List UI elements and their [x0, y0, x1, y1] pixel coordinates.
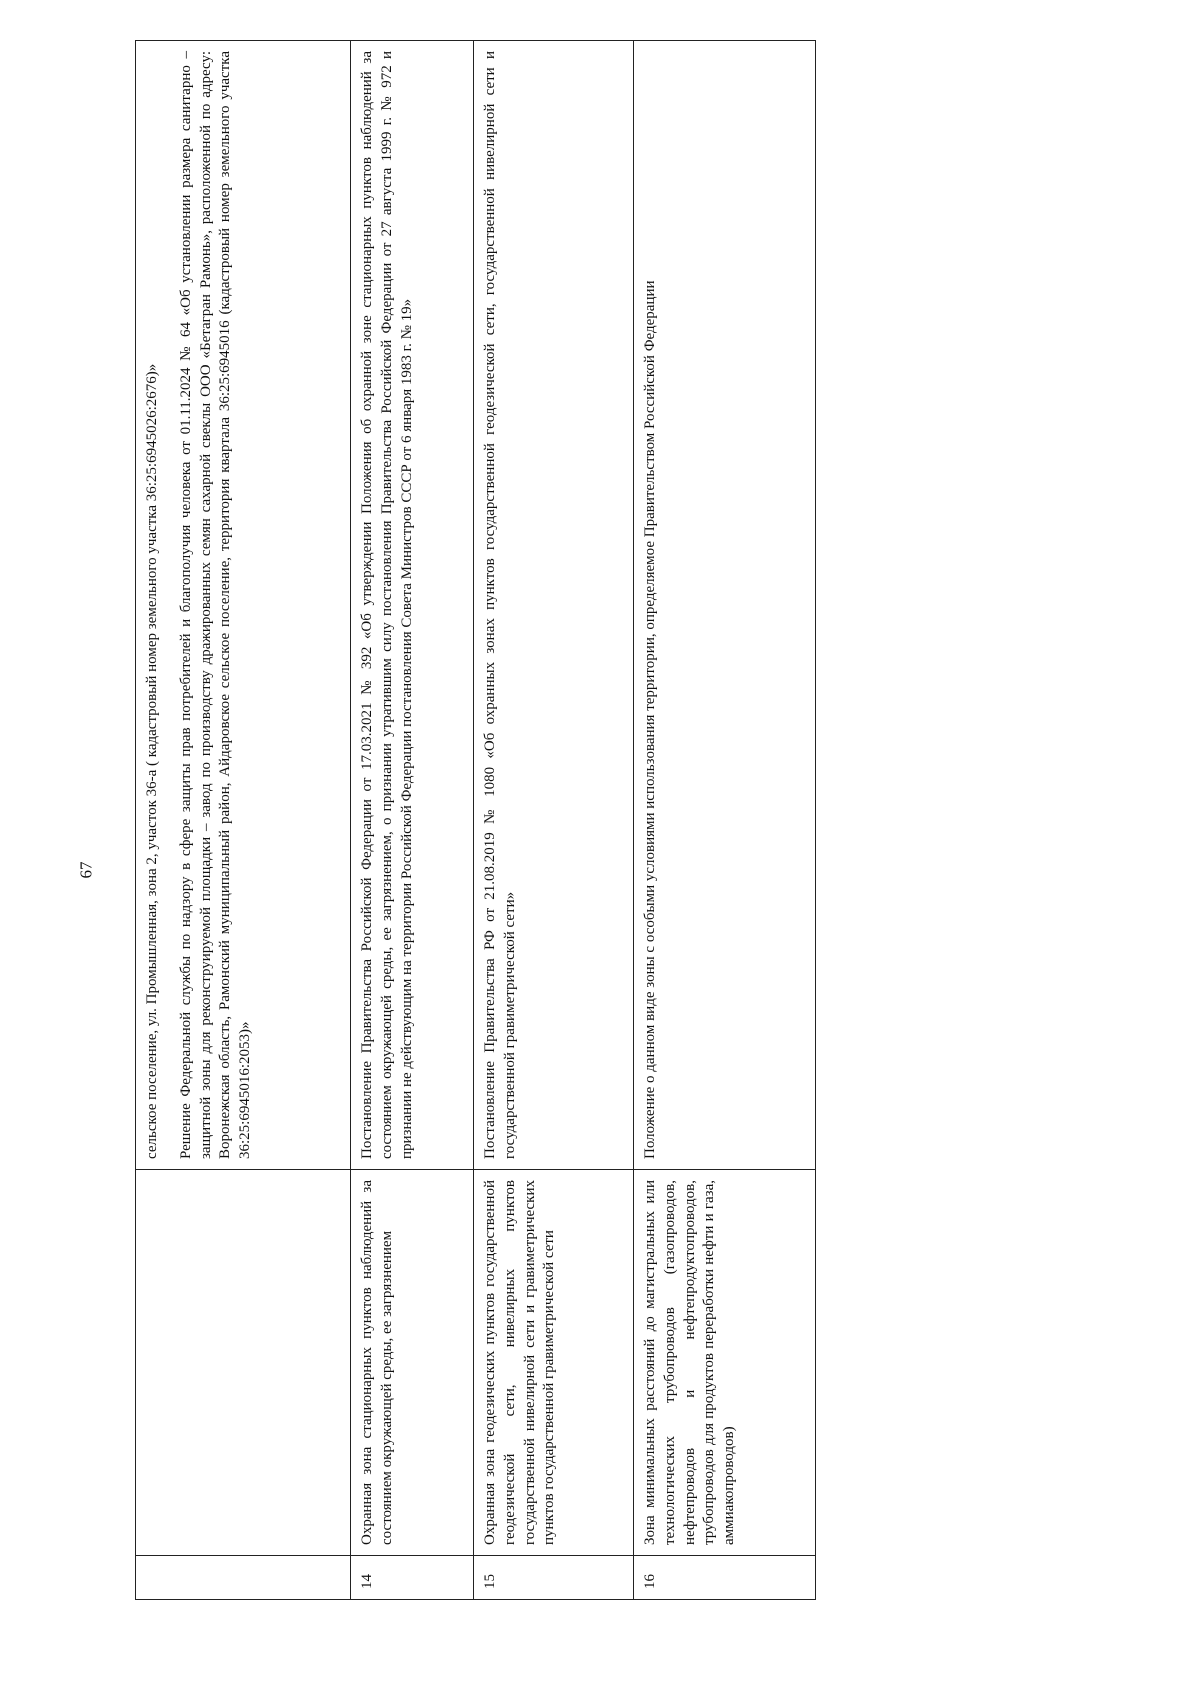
- document-cell: [136, 41, 351, 1170]
- zone-name-cell: Охранная зона геодезических пунктов государственной геодезической сети, нивелирных пунктов государственной нивелирной сети и гравиметрических пунктов государственной гравиметрической сети: [474, 1170, 634, 1556]
- row-number-cell: 14: [351, 1556, 474, 1600]
- zones-table: [135, 40, 816, 1600]
- table-row: [351, 41, 474, 1600]
- document-cell: [351, 41, 474, 1170]
- document-cell: [474, 41, 634, 1170]
- row-number-cell: [136, 1556, 351, 1600]
- row-number-cell: 15: [474, 1556, 634, 1600]
- document-paragraph: Постановление Правительства РФ от 21.08.2019 № 1080 «Об охранных зонах пунктов государственной геодезической сети, государственной нивелирной сети и государственной гравиметрической сети»: [482, 51, 518, 1159]
- zone-name-cell: Зона минимальных расстояний до магистральных или технологических трубопроводов (газопроводов, нефтепроводов и нефтепродуктопроводов, трубопроводов для продуктов переработки нефти и газа, аммиакопроводов): [634, 1170, 816, 1556]
- zone-name-cell: Охранная зона стационарных пунктов наблюдений за состоянием окружающей среды, ее загрязнением: [351, 1170, 474, 1556]
- document-paragraph: сельское поселение, ул. Промышленная, зона 2, участок 36-а ( кадастровый номер земельного участка 36:25:6945026:2676)»: [144, 363, 160, 1159]
- document-paragraph: Постановление Правительства Российской Федерации от 17.03.2021 № 392 «Об утверждении Положения об охранной зоне стационарных пунктов наблюдений за состоянием окружающей среды, ее загрязнением, о признании утратившим силу постановления Правительства Российской Федерации от 27 августа 1999 г. № 972 и признании не действующим на территории Российской Федерации постановления Совета Министров СССР от 6 января 1983 г. № 19»: [359, 51, 415, 1159]
- rotated-table-container: [135, 40, 815, 1600]
- table-row: [474, 41, 634, 1600]
- table-row: [634, 41, 816, 1600]
- document-paragraph: Решение Федеральной службы по надзору в сфере защиты прав потребителей и благополучия человека от 01.11.2024 № 64 «Об установлении размера санитарно – защитной зоны для реконструируемой площадки – завод по производству дражированных семян сахарной свеклы ООО «Бетагран Рамонь», расположенной по адресу: Воронежская область, Рамонский муниципальный район, Айдаровское сельское поселение, территория квартала 36:25:6945016 (кадастровый номер земельного участка 36:25:6945016:2053)»: [177, 51, 254, 1159]
- page-number: 67: [76, 861, 96, 879]
- table-row: [136, 41, 351, 1600]
- document-paragraph: Положение о данном виде зоны с особыми условиями использования территории, определяемое Правительством Российской Федерации: [642, 280, 658, 1159]
- document-cell: [634, 41, 816, 1170]
- zone-name-cell: [136, 1170, 351, 1556]
- row-number-cell: 16: [634, 1556, 816, 1600]
